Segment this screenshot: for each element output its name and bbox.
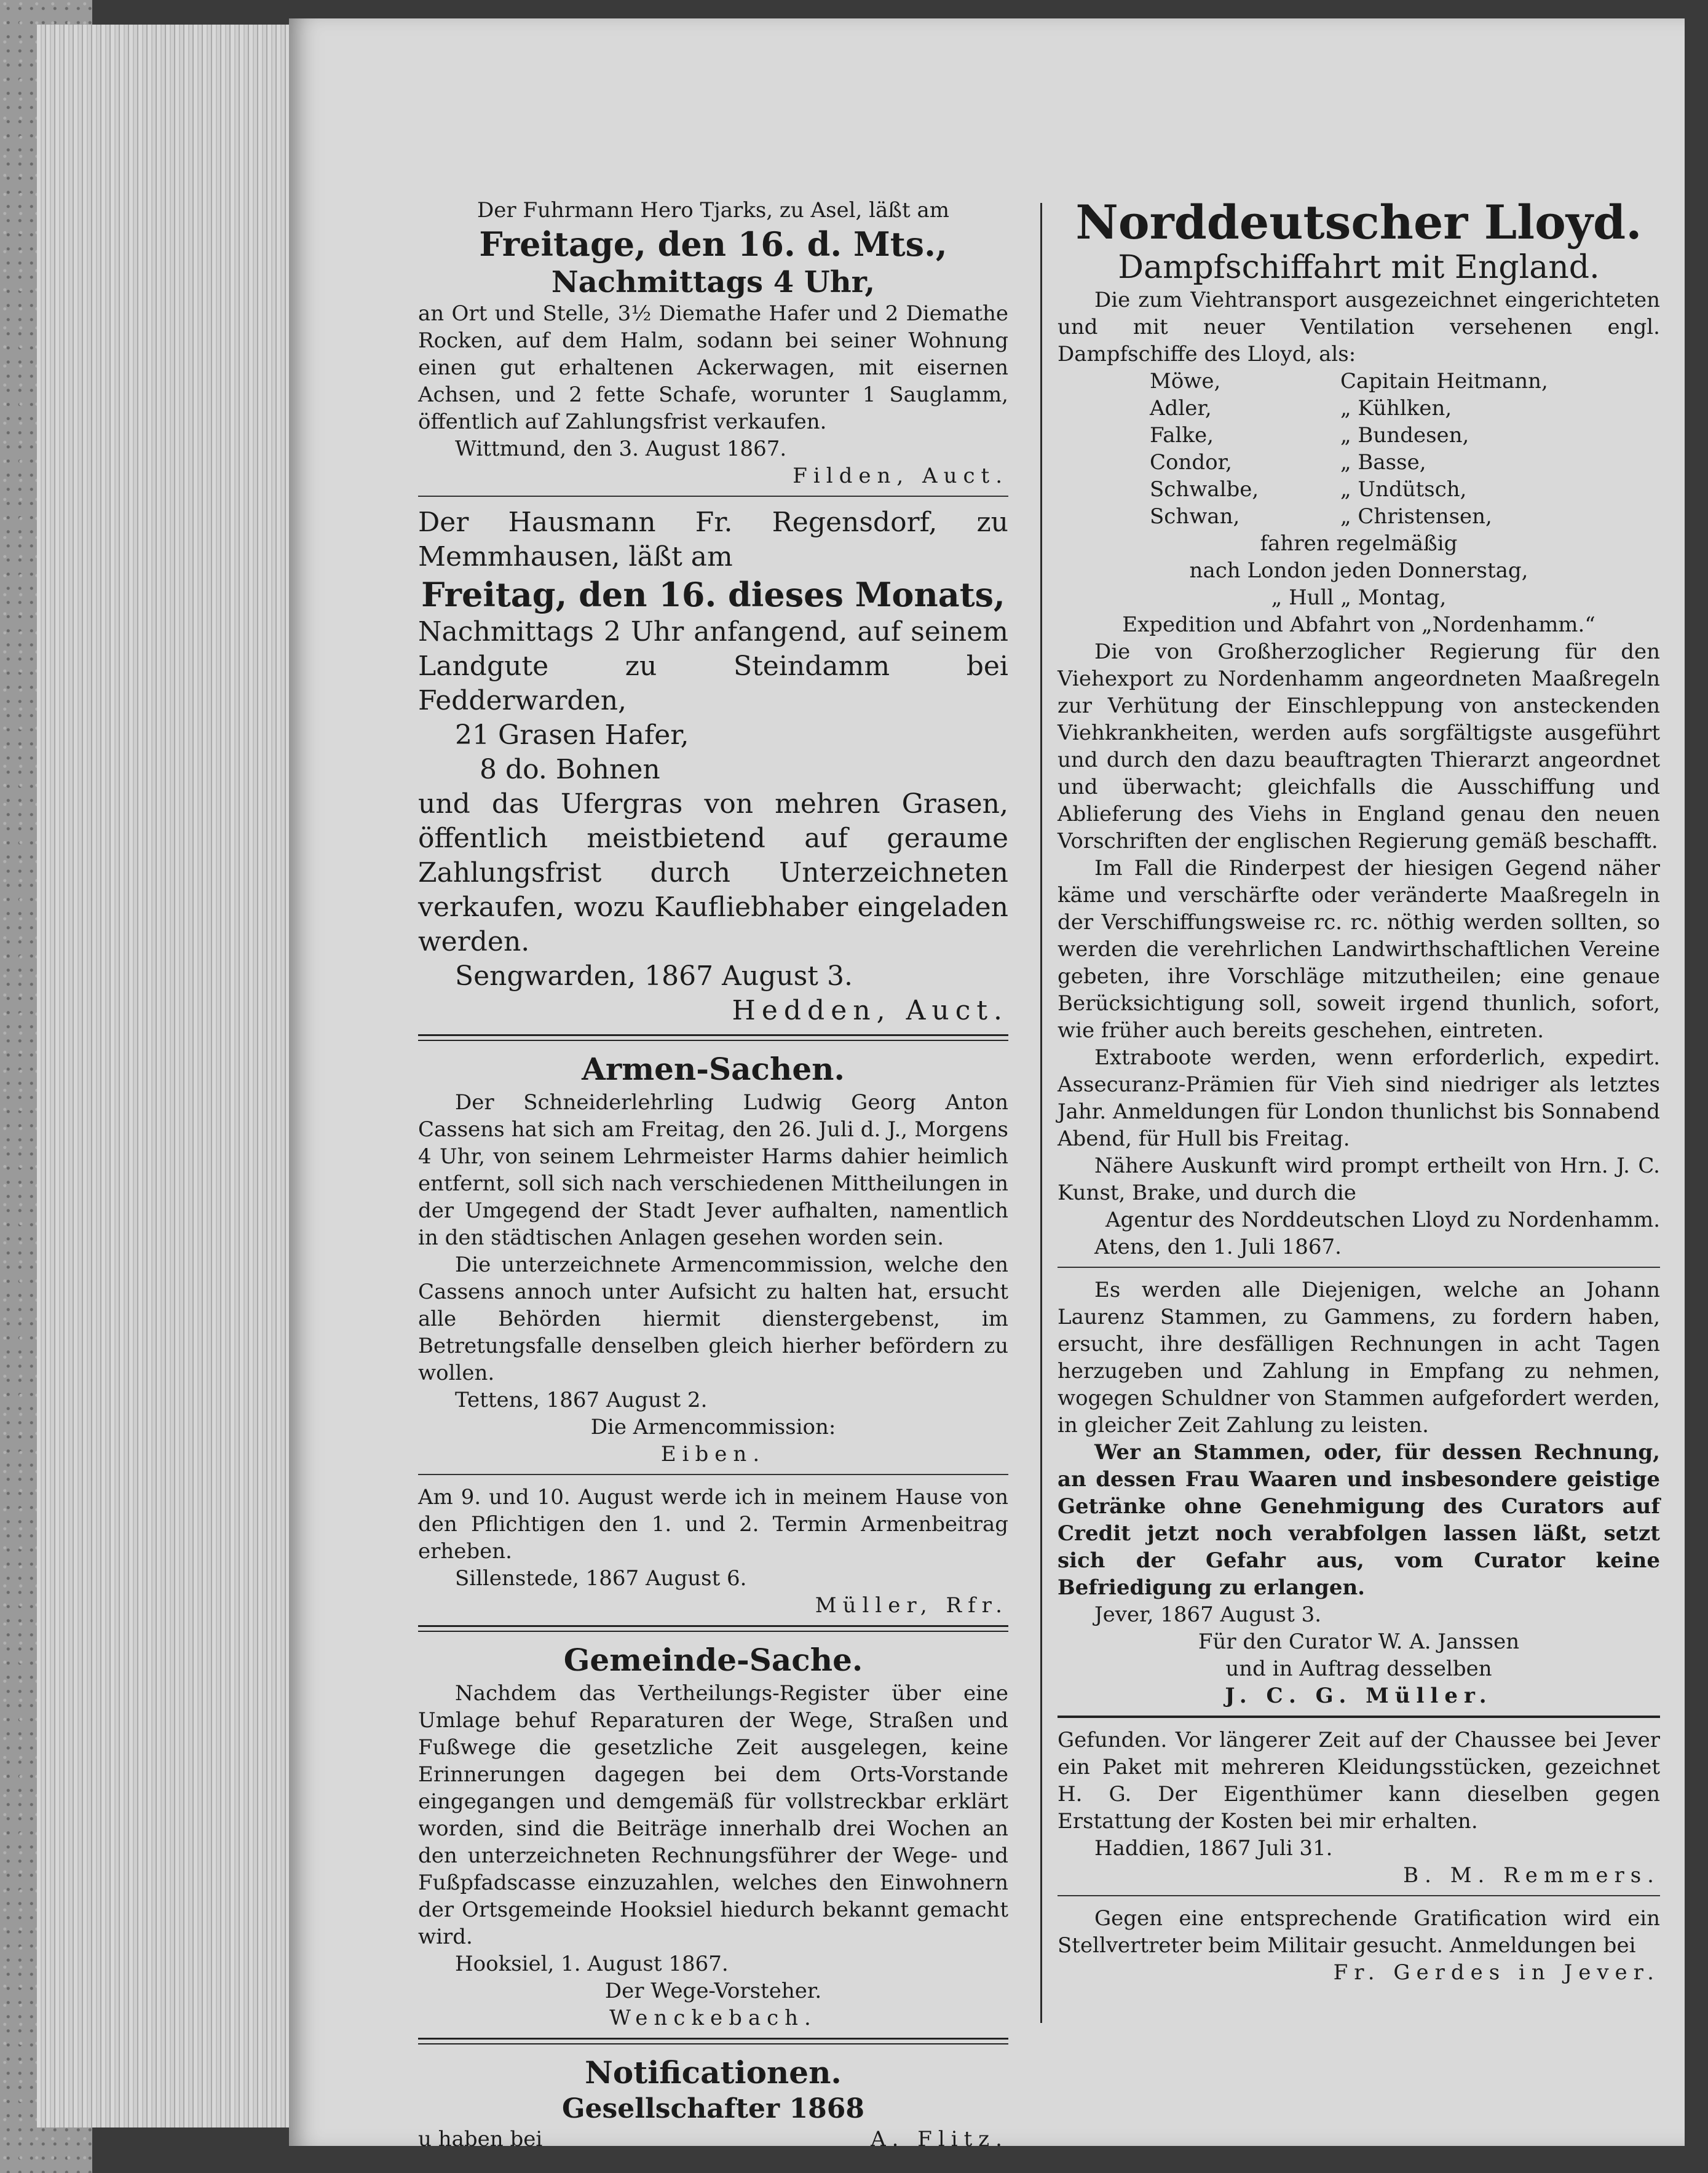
ad-place: Sengwarden, 1867 August 3. (455, 960, 853, 992)
ship-name: Adler, (1150, 396, 1212, 421)
section-heading: Notificationen. (585, 2054, 842, 2091)
ad-tjarks (418, 197, 1008, 489)
ship-row (1150, 368, 1660, 395)
ship-list (1150, 368, 1660, 530)
ad-lloyd (1058, 197, 1660, 1261)
right-column (1058, 197, 1660, 1986)
section-gemeinde (418, 1641, 1008, 2032)
place-date: Tettens, 1867 August 2. (455, 1388, 708, 1412)
ad-title: Norddeutscher Lloyd. (1075, 195, 1642, 250)
section-armen (418, 1050, 1008, 1468)
paragraph: Wer an Stammen, oder, für dessen Rechnung, an dessen Frau Waaren und insbesondere geistige Getränke ohne Genehmigung des Curators auf Credit jetzt noch verabfolgen lassen läßt, setzt sich der Gefahr aus, vom Curator keine Befriedigung zu erlangen. (1058, 1440, 1660, 1600)
divider (1058, 1895, 1660, 1896)
signature-line: und in Auftrag desselben (1225, 1656, 1492, 1681)
left-column (418, 197, 1008, 2153)
divider (418, 2038, 1008, 2044)
paragraph: Nachdem das Vertheilungs-Register über eine Umlage behuf Reparaturen der Wege, Straßen und Fußwege die gesetzliche Zeit ausgelegen, keine Erinnerungen dagegen bei dem Orts-Vorstande eingegangen und demgemäß für vollstreckbar erklärt worden, sind die Beiträge innerhalb drei Wochen an den unterzeichneten Rechnungsführer der Wege- und Fußpfadscasse einzuzahlen, welches den Einwohnern der Ortsgemeinde Hooksiel hiedurch bekannt gemacht wird. (418, 1681, 1008, 1949)
signature: Eiben. (660, 1442, 766, 1466)
ad-time: Nachmittags 4 Uhr, (551, 265, 876, 299)
ad-place: Wittmund, den 3. August 1867. (455, 437, 787, 461)
ship-name: Schwan, (1150, 504, 1240, 529)
ship-row (1150, 476, 1660, 503)
paragraph: Gefunden. Vor längerer Zeit auf der Chaussee bei Jever ein Paket mit mehreren Kleidungsstücken, gezeichnet H. G. Der Eigenthümer kann dieselben gegen Erstattung der Kosten bei mir erhalten. (1058, 1728, 1660, 1834)
route-line: Expedition und Abfahrt von „Nordenhamm.“ (1122, 612, 1595, 637)
paragraph: Die von Großherzoglicher Regierung für den Viehexport zu Nordenhamm angeordneten Maaßregeln zur Verhütung der Einschleppung von ansteckenden Viehkrankheiten, werden aufs sorgfältigste ausgeführt und durch den dazu beauftragten Thierarzt angeordnet und überwacht; gleichfalls die Ausschiffung und Ablieferung des Viehs in England genau den neuen Vorschriften der englischen Regierung gemäß beschafft. (1058, 639, 1660, 853)
ad-body: Nachmittags 2 Uhr anfangend, auf seinem Landgute zu Steindamm bei Fedderwarden, (418, 616, 1008, 716)
paragraph: Am 9. und 10. August werde ich in meinem Hause von den Pflichtigen den 1. und 2. Termin Armenbeitrag erheben. (418, 1485, 1008, 1564)
ship-name: Condor, (1150, 450, 1232, 475)
divider (418, 1625, 1008, 1632)
paragraph: Im Fall die Rinderpest der hiesigen Gegend näher käme und verschärfte oder veränderte Maaßregeln in der Verschiffungsweise rc. rc. nöthig werden sollten, so werden die verehrlichen Landwirthschaftlichen Vereine gebeten, ihre Vorschläge mitzutheilen; eine genaue Berücksichtigung soll, soweit irgend thunlich, sofort, wie früher auch bereits geschehen, eintreten. (1058, 856, 1660, 1043)
route-line: „ Hull „ Montag, (1271, 585, 1447, 610)
ad-intro: Der Fuhrmann Hero Tjarks, zu Asel, läßt am (477, 198, 949, 223)
place-date: Sillenstede, 1867 August 6. (455, 1566, 747, 1591)
ship-name: Möwe, (1150, 369, 1221, 394)
ship-row (1150, 395, 1660, 422)
divider (1058, 1716, 1660, 1718)
paragraph: Der Schneiderlehrling Ludwig Georg Anton Cassens hat sich am Freitag, den 26. Juli d. J., Morgens 4 Uhr, von seinem Lehrmeister Harms dahier heimlich entfernt, soll sich nach verschiedenen Mittheilungen in der Umgegend der Stadt Jever aufhalten, namentlich in den städtischen Anlagen gesehen worden sein. (418, 1090, 1008, 1250)
signature: Fr. Gerdes in Jever. (1333, 1960, 1660, 1985)
paragraph: Agentur des Norddeutschen Lloyd zu Nordenhamm. (1105, 1208, 1660, 1232)
signature: B. M. Remmers. (1403, 1863, 1660, 1888)
place-date: Haddien, 1867 Juli 31. (1094, 1836, 1333, 1861)
newspaper-page (289, 18, 1685, 2151)
ad-item: 21 Grasen Hafer, (455, 719, 689, 751)
signature: J. C. G. Müller. (1225, 1684, 1493, 1708)
route-line: nach London jeden Donnerstag, (1189, 558, 1528, 583)
section-heading: Gemeinde-Sache. (563, 1642, 863, 1678)
paragraph: Extraboote werden, wenn erforderlich, expedirt. Assecuranz-Prämien für Vieh sind niedriger als letztes Jahr. Anmeldungen für London thunlichst bis Sonnabend Abend, für Hull bis Freitag. (1058, 1045, 1660, 1151)
place-date: Hooksiel, 1. August 1867. (455, 1952, 729, 1976)
ad-intro: Der Hausmann Fr. Regensdorf, zu Memmhausen, läßt am (418, 507, 1008, 572)
divider (418, 1474, 1008, 1475)
ship-name: Falke, (1150, 423, 1214, 448)
ad-signature: Hedden, Auct. (732, 995, 1008, 1026)
ship-captain: Capitain Heitmann, (1340, 369, 1548, 394)
ship-captain: „ Kühlken, (1340, 396, 1452, 421)
signature: A. Flitz. (871, 2127, 1008, 2151)
ad-regensdorf (418, 505, 1008, 1028)
organisation: Die Armencommission: (590, 1415, 836, 1439)
signature: Müller, Rfr. (815, 1593, 1008, 1618)
ad-body: an Ort und Stelle, 3½ Diemathe Hafer und 2 Diemathe Rocken, auf dem Halm, sodann bei seiner Wohnung einen gut erhaltenen Ackerwagen, mit eisernen Achsen, und 2 fette Schafe, worunter 1 Sauglamm, öffentlich auf Zahlungsfrist verkaufen. (418, 301, 1008, 434)
column-divider (1040, 203, 1042, 2023)
ad-signature: Filden, Auct. (793, 464, 1008, 488)
divider (1058, 1267, 1660, 1268)
place-date: Jever, 1867 August 3. (1094, 1602, 1322, 1627)
ad-body: und das Ufergras von mehren Grasen, öffentlich meistbietend auf geraume Zahlungsfrist durch Unterzeichneten verkaufen, wozu Kaufliebhaber eingeladen werden. (418, 788, 1008, 957)
ship-row (1150, 503, 1660, 530)
paragraph: Gegen eine entsprechende Gratification wird ein Stellvertreter beim Militair gesucht. Anmeldungen bei (1058, 1906, 1660, 1958)
ship-captain: „ Undütsch, (1340, 477, 1467, 502)
paragraph: Die zum Viehtransport ausgezeichnet eingerichteten und mit neuer Ventilation versehenen engl. Dampfschiffe des Lloyd, als: (1058, 288, 1660, 366)
signature-line: Für den Curator W. A. Janssen (1198, 1629, 1520, 1654)
ship-captain: „ Basse, (1340, 450, 1426, 475)
divider (418, 496, 1008, 497)
ad-item: 8 do. Bohnen (480, 754, 660, 785)
notif-text: u haben bei (418, 2127, 543, 2151)
place-date: Atens, den 1. Juli 1867. (1094, 1235, 1342, 1259)
ad-gefunden (1058, 1727, 1660, 1889)
organisation: Der Wege-Vorsteher. (604, 1979, 822, 2003)
page-edges (37, 25, 295, 2127)
section-subheading: Gesellschafter 1868 (561, 2093, 865, 2124)
signature: Wenckebach. (609, 2006, 817, 2030)
ship-row (1150, 422, 1660, 449)
paragraph: Nähere Auskunft wird prompt ertheilt von Hrn. J. C. Kunst, Brake, und durch die (1058, 1154, 1660, 1205)
divider (418, 1034, 1008, 1041)
section-heading: Armen-Sachen. (582, 1051, 845, 1087)
ad-stellvertreter (1058, 1905, 1660, 1986)
ship-captain: „ Bundesen, (1340, 423, 1469, 448)
ship-captain: „ Christensen, (1340, 504, 1492, 529)
ad-subtitle: Dampfschiffahrt mit England. (1118, 249, 1600, 286)
section-armenbeitrag (418, 1484, 1008, 1619)
section-notificationen (418, 2053, 1008, 2153)
paragraph: Es werden alle Diejenigen, welche an Johann Laurenz Stammen, zu Gammens, zu fordern haben, ersucht, ihre desfälligen Rechnungen in acht Tagen herzugeben und Zahlung in Empfang zu nehmen, wogegen Schuldner von Stammen aufgefordert werden, in gleicher Zeit Zahlung zu leisten. (1058, 1278, 1660, 1438)
ad-stammen (1058, 1276, 1660, 1709)
ship-row (1150, 449, 1660, 476)
notif-line (418, 2126, 1008, 2153)
ship-name: Schwalbe, (1150, 477, 1259, 502)
route-line: fahren regelmäßig (1260, 531, 1458, 556)
ad-date: Freitage, den 16. d. Mts., (479, 224, 947, 264)
ad-date: Freitag, den 16. dieses Monats, (421, 575, 1005, 614)
paragraph: Die unterzeichnete Armencommission, welche den Cassens annoch unter Aufsicht zu halten hat, ersucht alle Behörden hiermit dienstergebenst, im Betretungsfalle denselben gleich hierher befördern zu wollen. (418, 1253, 1008, 1385)
